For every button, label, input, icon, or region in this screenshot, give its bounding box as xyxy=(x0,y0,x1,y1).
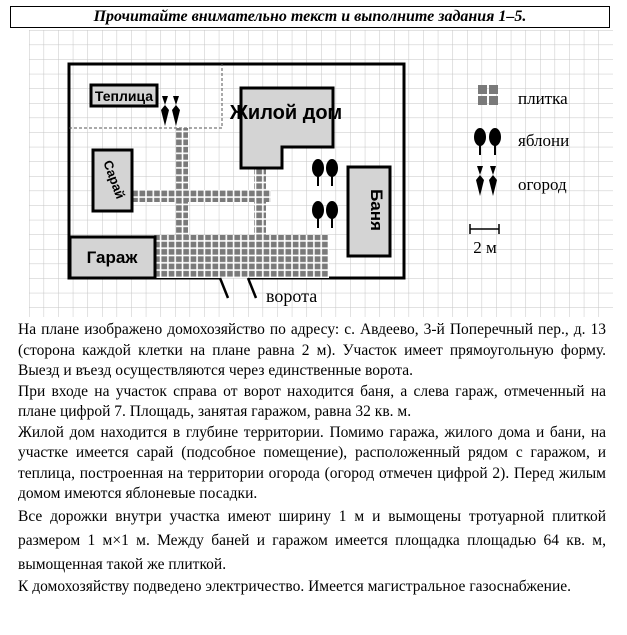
greenhouse xyxy=(91,85,157,106)
shed xyxy=(93,150,132,211)
garage xyxy=(70,237,155,278)
legend-garden-label: огород xyxy=(518,175,567,194)
text-paragraph: Жилой дом находится в глубине территории. Помимо гаража, жилого дома и бани, на участке имеется сарай (подсобное помещение), расположенный рядом с гаражом, и теплица, построенная на территории огорода (огород отмечен цифрой 2). Перед жилым домом имеются яблоневые посадки. xyxy=(18,423,606,502)
text-paragraph: При входе на участок справа от ворот находится баня, а слева гараж, отмеченный на плане цифрой 7. Площадь, занятая гаражом, равна 32 кв. м. xyxy=(18,382,606,420)
greenhouse-label: Теплица xyxy=(94,88,154,104)
text-paragraph: На плане изображено домохозяйство по адресу: с. Авдеево, 3-й Поперечный пер., д. 13 (сторона каждой клетки на плане равна 2 м). Участок имеет прямоугольную форму. Выезд и въезд осуществляются через единственные ворота. xyxy=(18,321,606,379)
text-paragraph: Все дорожки внутри участка имеют ширину 1 м и вымощены тротуарной плиткой размером 1 м×1 м. Между баней и гаражом имеется площадка площадью 64 кв. м, вымощенная такой же плиткой. xyxy=(18,507,606,573)
house-label: Жилой дом xyxy=(229,102,343,124)
gate-label: ворота xyxy=(266,286,318,306)
bathhouse-label: Баня xyxy=(367,189,386,231)
legend-apple-label: яблони xyxy=(518,131,570,150)
garage-label: Гараж xyxy=(86,248,138,267)
tile-yard xyxy=(154,235,329,278)
task-instruction: Прочитайте внимательно текст и выполните задания 1–5. xyxy=(93,8,527,25)
scale-label: 2 м xyxy=(473,238,497,257)
tile-path xyxy=(254,165,266,237)
task-text xyxy=(18,320,606,597)
tile-path xyxy=(129,190,271,202)
bathhouse xyxy=(348,167,390,256)
tile-path xyxy=(176,128,188,237)
text-paragraph: К домохозяйству подведено электричество. Имеется магистральное газоснабжение. xyxy=(18,577,572,595)
legend-tile-label: плитка xyxy=(518,89,568,108)
shed-label: Сарай xyxy=(100,158,129,201)
